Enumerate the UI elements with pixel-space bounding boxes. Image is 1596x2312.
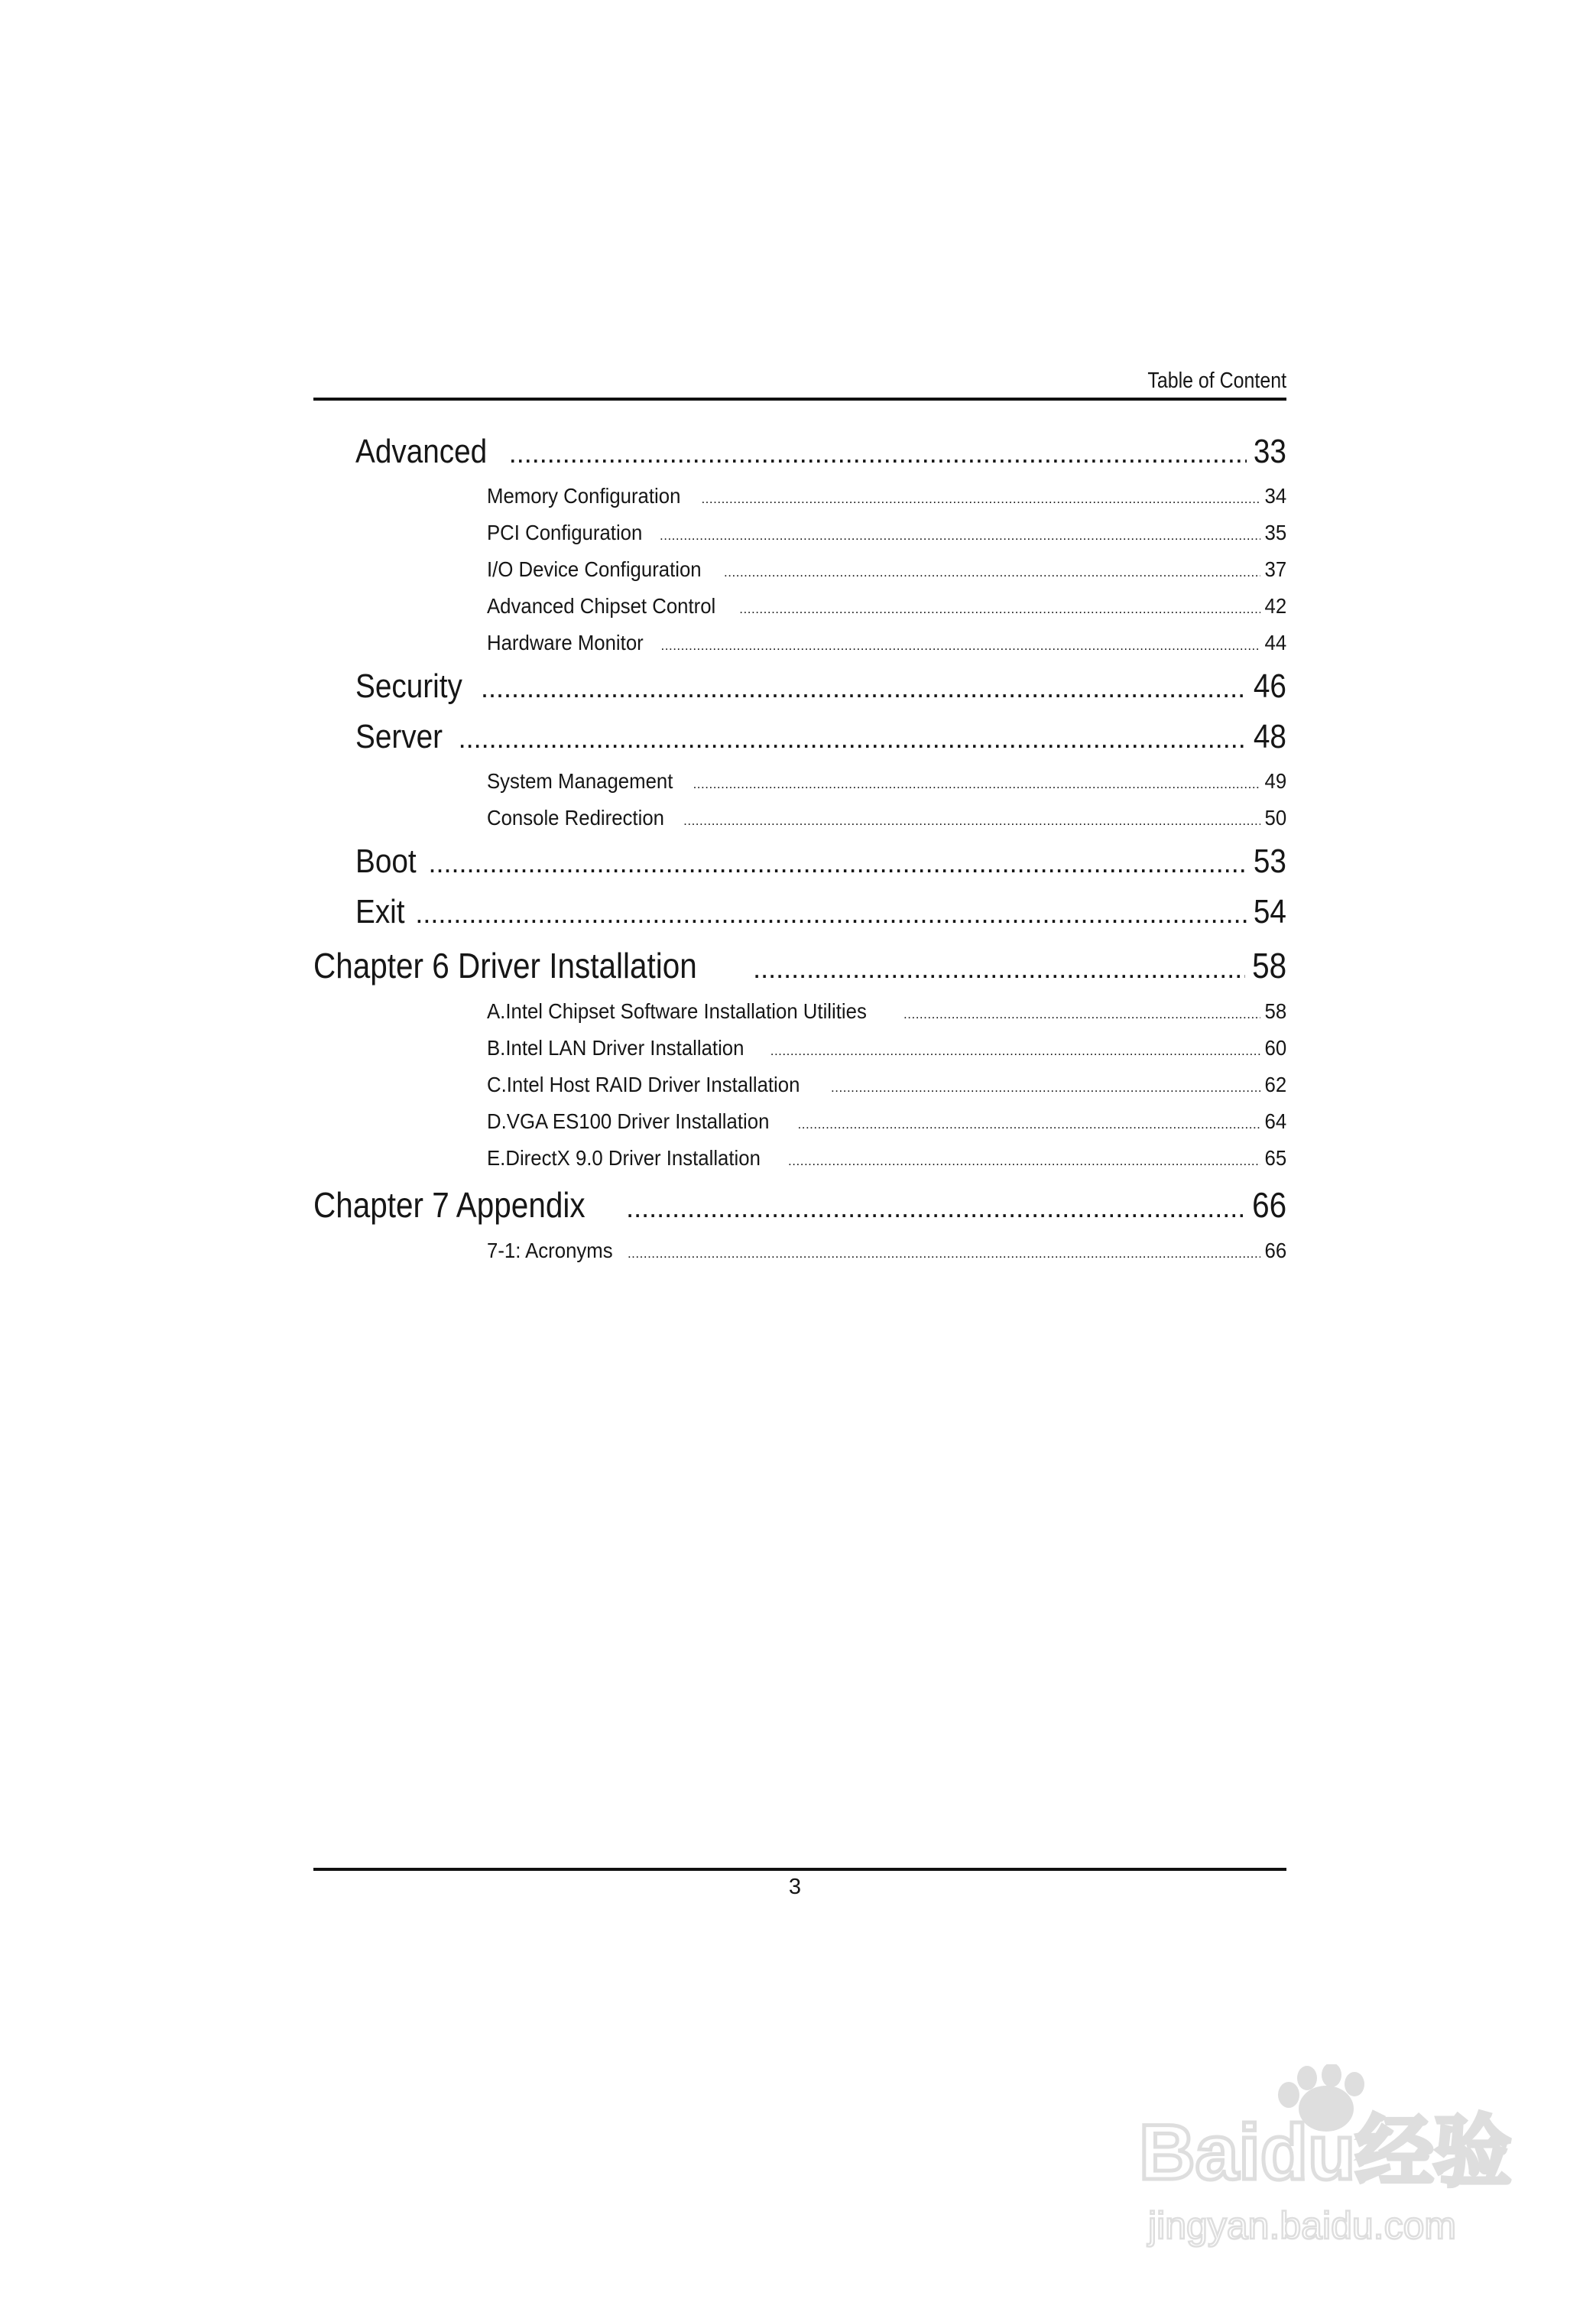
toc-entry-advanced[interactable] (355, 433, 1286, 472)
toc-entry-page: 53 (1253, 843, 1286, 880)
toc-entry-page: 46 (1253, 667, 1286, 705)
dot-leader (509, 437, 1247, 469)
dot-leader (626, 1192, 1245, 1224)
dot-leader (831, 1080, 1260, 1096)
dot-leader (770, 1044, 1260, 1059)
toc-entry-label: E.DirectX 9.0 Driver Installation (487, 1146, 761, 1170)
dot-leader (429, 847, 1247, 879)
toc-entry-label: Boot (355, 843, 417, 880)
footer-rule (313, 1868, 1286, 1871)
toc-entry-acronyms[interactable] (487, 1239, 1286, 1266)
toc-entry-pci-configuration[interactable] (487, 521, 1286, 548)
watermark-brand: Baidu经验 (1139, 2109, 1512, 2196)
toc-entry-chapter-6[interactable] (313, 945, 1286, 986)
toc-entry-boot[interactable] (355, 843, 1286, 882)
dot-leader (481, 672, 1247, 704)
toc-entry-page: 60 (1264, 1036, 1286, 1060)
dot-leader (701, 492, 1260, 507)
toc-entry-advanced-chipset-control[interactable] (487, 594, 1286, 622)
toc-entry-server[interactable] (355, 718, 1286, 758)
toc-entry-label: Advanced Chipset Control (487, 594, 716, 618)
toc-entry-label: Advanced (355, 433, 488, 470)
toc-entry-label: A.Intel Chipset Software Installation Utilities (487, 999, 867, 1023)
dot-leader (628, 1246, 1260, 1262)
toc-entry-label: 7-1: Acronyms (487, 1239, 613, 1262)
dot-leader (683, 813, 1260, 829)
toc-entry-page: 58 (1251, 946, 1286, 986)
baidu-jingyan-watermark (1131, 2064, 1529, 2263)
watermark-url: jingyan.baidu.com (1148, 2204, 1457, 2247)
toc-entry-label: C.Intel Host RAID Driver Installation (487, 1073, 800, 1096)
toc-entry-directx-driver[interactable] (487, 1146, 1286, 1174)
toc-entry-page: 50 (1264, 806, 1286, 830)
toc-entry-label: Chapter 6 Driver Installation (313, 946, 697, 986)
toc-entry-page: 35 (1264, 521, 1286, 544)
dot-leader (693, 777, 1260, 792)
toc-entry-page: 34 (1264, 484, 1286, 508)
toc-entry-page: 49 (1264, 769, 1286, 793)
dot-leader (415, 898, 1247, 930)
dot-leader (739, 602, 1260, 617)
watermark-logo (1131, 2064, 1529, 2263)
toc-entry-label: Server (355, 718, 443, 755)
toc-entry-page: 42 (1264, 594, 1286, 618)
dot-leader (903, 1007, 1260, 1022)
dot-leader (798, 1117, 1260, 1132)
dot-leader (788, 1154, 1260, 1169)
toc-entry-page: 54 (1253, 893, 1286, 930)
toc-entry-page: 62 (1264, 1073, 1286, 1096)
toc-entry-hardware-monitor[interactable] (487, 631, 1286, 658)
toc-entry-intel-lan-driver[interactable] (487, 1036, 1286, 1063)
toc-entry-security[interactable] (355, 667, 1286, 707)
toc-entry-label: D.VGA ES100 Driver Installation (487, 1109, 770, 1133)
toc-entry-page: 58 (1264, 999, 1286, 1023)
toc-entry-page: 65 (1264, 1146, 1286, 1170)
toc-entry-page: 33 (1253, 433, 1286, 470)
header-title: Table of Content (1147, 369, 1286, 393)
toc-entry-console-redirection[interactable] (487, 806, 1286, 833)
toc-entry-label: Chapter 7 Appendix (313, 1185, 586, 1225)
toc-entry-page: 48 (1253, 718, 1286, 755)
toc-entry-label: PCI Configuration (487, 521, 643, 544)
toc-entry-label: Hardware Monitor (487, 631, 644, 654)
dot-leader (661, 638, 1260, 654)
toc-entry-intel-host-raid-driver[interactable] (487, 1073, 1286, 1100)
toc-entry-io-device-configuration[interactable] (487, 557, 1286, 585)
toc-entry-label: Exit (355, 893, 405, 930)
toc-entry-chapter-7[interactable] (313, 1184, 1286, 1226)
toc-entry-vga-es100-driver[interactable] (487, 1109, 1286, 1137)
dot-leader (660, 528, 1260, 544)
toc-entry-system-management[interactable] (487, 769, 1286, 797)
toc-entry-exit[interactable] (355, 893, 1286, 933)
toc-entry-page: 66 (1251, 1185, 1286, 1225)
dot-leader (753, 953, 1245, 985)
page-number: 3 (788, 1875, 802, 1899)
toc-entry-label: Memory Configuration (487, 484, 681, 508)
dot-leader (724, 565, 1260, 580)
toc-entry-page: 37 (1264, 557, 1286, 581)
toc-entry-memory-configuration[interactable] (487, 484, 1286, 511)
toc-entry-label: I/O Device Configuration (487, 557, 702, 581)
toc-entry-page: 66 (1264, 1239, 1286, 1262)
toc-entry-label: System Management (487, 769, 673, 793)
toc-entry-page: 64 (1264, 1109, 1286, 1133)
toc-entry-page: 44 (1264, 631, 1286, 654)
toc-entry-label: Console Redirection (487, 806, 664, 830)
toc-entry-intel-chipset-utilities[interactable] (487, 999, 1286, 1027)
dot-leader (459, 722, 1247, 755)
toc-entry-label: Security (355, 667, 462, 705)
toc-entry-label: B.Intel LAN Driver Installation (487, 1036, 744, 1060)
